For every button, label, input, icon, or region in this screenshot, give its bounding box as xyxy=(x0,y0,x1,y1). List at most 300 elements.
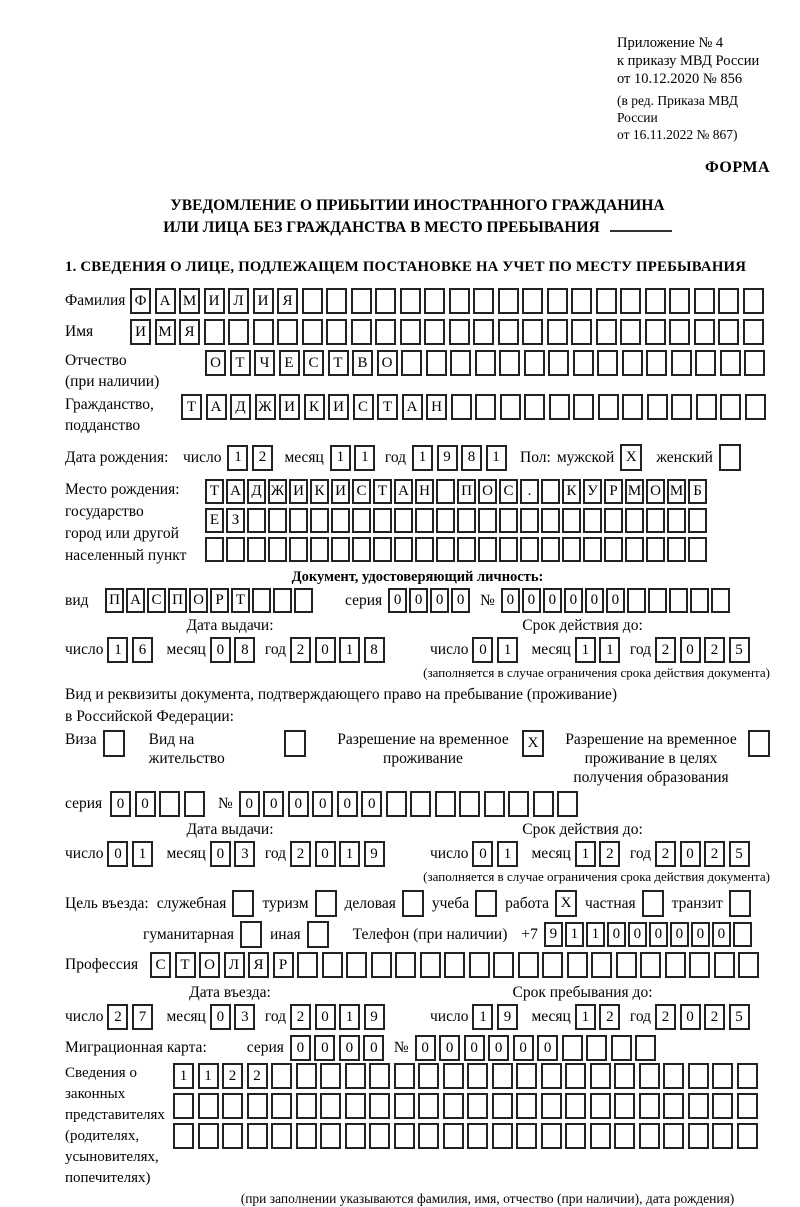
char-cell[interactable]: 0 xyxy=(464,1035,485,1061)
char-cell[interactable] xyxy=(688,1093,709,1119)
char-cell[interactable] xyxy=(688,1123,709,1149)
char-cell[interactable]: 0 xyxy=(472,841,493,867)
char-cell[interactable] xyxy=(541,537,560,562)
char-cell[interactable] xyxy=(320,1093,341,1119)
char-cell[interactable]: 2 xyxy=(704,841,725,867)
char-cell[interactable] xyxy=(159,791,180,817)
char-cell[interactable] xyxy=(591,952,612,978)
char-cell[interactable]: К xyxy=(304,394,325,420)
char-cell[interactable] xyxy=(516,1123,537,1149)
char-cell[interactable]: 0 xyxy=(210,841,231,867)
char-cell[interactable]: 2 xyxy=(655,637,676,663)
char-cell[interactable]: 0 xyxy=(290,1035,311,1061)
purpose-humanitarian-checkbox[interactable] xyxy=(240,921,262,948)
char-cell[interactable] xyxy=(296,1123,317,1149)
char-cell[interactable]: 0 xyxy=(388,588,407,613)
char-cell[interactable] xyxy=(533,791,554,817)
char-cell[interactable] xyxy=(400,288,421,314)
char-cell[interactable] xyxy=(415,508,434,533)
char-cell[interactable]: 5 xyxy=(729,841,750,867)
char-cell[interactable]: И xyxy=(331,479,350,504)
char-cell[interactable] xyxy=(516,1063,537,1089)
char-cell[interactable]: И xyxy=(289,479,308,504)
char-cell[interactable]: 0 xyxy=(315,637,336,663)
char-cell[interactable] xyxy=(541,508,560,533)
char-cell[interactable]: 1 xyxy=(339,1004,360,1030)
char-cell[interactable]: И xyxy=(279,394,300,420)
char-cell[interactable]: О xyxy=(377,350,398,376)
char-cell[interactable] xyxy=(622,394,643,420)
char-cell[interactable] xyxy=(322,952,343,978)
char-cell[interactable]: 0 xyxy=(472,637,493,663)
char-cell[interactable] xyxy=(625,537,644,562)
char-cell[interactable] xyxy=(720,394,741,420)
char-cell[interactable]: Я xyxy=(248,952,269,978)
char-cell[interactable] xyxy=(331,537,350,562)
char-cell[interactable]: Д xyxy=(230,394,251,420)
char-cell[interactable] xyxy=(352,508,371,533)
char-cell[interactable]: 0 xyxy=(522,588,541,613)
char-cell[interactable] xyxy=(520,537,539,562)
char-cell[interactable] xyxy=(345,1123,366,1149)
char-cell[interactable]: А xyxy=(226,479,245,504)
char-cell[interactable] xyxy=(289,537,308,562)
char-cell[interactable]: С xyxy=(352,479,371,504)
char-cell[interactable] xyxy=(737,1063,758,1089)
char-cell[interactable]: 2 xyxy=(290,1004,311,1030)
char-cell[interactable]: 8 xyxy=(364,637,385,663)
char-cell[interactable] xyxy=(744,350,765,376)
char-cell[interactable] xyxy=(302,319,323,345)
char-cell[interactable] xyxy=(198,1093,219,1119)
char-cell[interactable]: 0 xyxy=(607,922,626,947)
char-cell[interactable] xyxy=(500,394,521,420)
char-cell[interactable] xyxy=(469,952,490,978)
char-cell[interactable]: 1 xyxy=(173,1063,194,1089)
char-cell[interactable] xyxy=(688,1063,709,1089)
char-cell[interactable]: 8 xyxy=(234,637,255,663)
char-cell[interactable] xyxy=(351,319,372,345)
char-cell[interactable] xyxy=(331,508,350,533)
char-cell[interactable] xyxy=(394,1063,415,1089)
char-cell[interactable] xyxy=(444,952,465,978)
char-cell[interactable]: 9 xyxy=(437,445,458,471)
char-cell[interactable] xyxy=(222,1123,243,1149)
char-cell[interactable]: А xyxy=(402,394,423,420)
char-cell[interactable]: 0 xyxy=(339,1035,360,1061)
char-cell[interactable] xyxy=(443,1093,464,1119)
char-cell[interactable] xyxy=(516,1093,537,1119)
char-cell[interactable]: И xyxy=(328,394,349,420)
char-cell[interactable] xyxy=(492,1123,513,1149)
char-cell[interactable]: 2 xyxy=(655,1004,676,1030)
char-cell[interactable]: Н xyxy=(426,394,447,420)
char-cell[interactable]: Т xyxy=(181,394,202,420)
option-visa-checkbox[interactable] xyxy=(103,730,125,757)
char-cell[interactable]: Ч xyxy=(254,350,275,376)
char-cell[interactable] xyxy=(541,479,560,504)
char-cell[interactable]: 2 xyxy=(290,637,311,663)
char-cell[interactable] xyxy=(620,319,641,345)
char-cell[interactable]: 1 xyxy=(132,841,153,867)
char-cell[interactable]: А xyxy=(394,479,413,504)
char-cell[interactable] xyxy=(565,1093,586,1119)
char-cell[interactable]: 0 xyxy=(415,1035,436,1061)
char-cell[interactable] xyxy=(648,588,667,613)
char-cell[interactable]: 9 xyxy=(544,922,563,947)
char-cell[interactable] xyxy=(524,350,545,376)
char-cell[interactable] xyxy=(346,952,367,978)
char-cell[interactable]: 0 xyxy=(135,791,156,817)
char-cell[interactable] xyxy=(596,319,617,345)
char-cell[interactable]: 2 xyxy=(222,1063,243,1089)
char-cell[interactable] xyxy=(294,588,313,613)
char-cell[interactable]: П xyxy=(105,588,124,613)
char-cell[interactable]: 6 xyxy=(132,637,153,663)
char-cell[interactable] xyxy=(253,319,274,345)
char-cell[interactable] xyxy=(694,288,715,314)
char-cell[interactable]: Т xyxy=(377,394,398,420)
char-cell[interactable] xyxy=(541,1123,562,1149)
char-cell[interactable] xyxy=(492,1063,513,1089)
purpose-private-checkbox[interactable] xyxy=(642,890,664,917)
char-cell[interactable] xyxy=(345,1093,366,1119)
char-cell[interactable]: 1 xyxy=(198,1063,219,1089)
char-cell[interactable] xyxy=(714,952,735,978)
char-cell[interactable] xyxy=(271,1093,292,1119)
char-cell[interactable]: Т xyxy=(373,479,392,504)
char-cell[interactable]: 1 xyxy=(339,637,360,663)
char-cell[interactable]: О xyxy=(478,479,497,504)
char-cell[interactable] xyxy=(665,952,686,978)
char-cell[interactable]: Ф xyxy=(130,288,151,314)
char-cell[interactable] xyxy=(173,1093,194,1119)
char-cell[interactable]: 0 xyxy=(409,588,428,613)
char-cell[interactable]: С xyxy=(303,350,324,376)
char-cell[interactable] xyxy=(473,319,494,345)
sex-female-checkbox[interactable] xyxy=(719,444,741,471)
char-cell[interactable]: С xyxy=(353,394,374,420)
char-cell[interactable] xyxy=(415,537,434,562)
char-cell[interactable] xyxy=(562,537,581,562)
char-cell[interactable] xyxy=(733,922,752,947)
char-cell[interactable] xyxy=(268,537,287,562)
char-cell[interactable]: А xyxy=(206,394,227,420)
char-cell[interactable] xyxy=(627,588,646,613)
char-cell[interactable] xyxy=(639,1063,660,1089)
char-cell[interactable] xyxy=(639,1093,660,1119)
char-cell[interactable] xyxy=(394,508,413,533)
char-cell[interactable] xyxy=(547,288,568,314)
char-cell[interactable]: 0 xyxy=(680,841,701,867)
char-cell[interactable]: 1 xyxy=(412,445,433,471)
purpose-transit-checkbox[interactable] xyxy=(729,890,751,917)
char-cell[interactable]: Т xyxy=(328,350,349,376)
char-cell[interactable] xyxy=(373,537,392,562)
char-cell[interactable]: С xyxy=(499,479,518,504)
char-cell[interactable] xyxy=(625,508,644,533)
char-cell[interactable]: А xyxy=(126,588,145,613)
char-cell[interactable] xyxy=(173,1123,194,1149)
char-cell[interactable] xyxy=(640,952,661,978)
char-cell[interactable]: 2 xyxy=(290,841,311,867)
char-cell[interactable]: Ж xyxy=(268,479,287,504)
char-cell[interactable] xyxy=(690,588,709,613)
char-cell[interactable] xyxy=(711,588,730,613)
char-cell[interactable] xyxy=(450,350,471,376)
purpose-work-checkbox[interactable]: X xyxy=(555,890,577,917)
char-cell[interactable]: 0 xyxy=(451,588,470,613)
char-cell[interactable] xyxy=(247,1093,268,1119)
char-cell[interactable] xyxy=(518,952,539,978)
char-cell[interactable]: П xyxy=(457,479,476,504)
char-cell[interactable]: 2 xyxy=(247,1063,268,1089)
char-cell[interactable] xyxy=(522,319,543,345)
char-cell[interactable]: О xyxy=(646,479,665,504)
char-cell[interactable] xyxy=(571,288,592,314)
char-cell[interactable] xyxy=(369,1123,390,1149)
char-cell[interactable]: 0 xyxy=(337,791,358,817)
char-cell[interactable]: 0 xyxy=(315,841,336,867)
char-cell[interactable] xyxy=(743,288,764,314)
char-cell[interactable] xyxy=(271,1063,292,1089)
char-cell[interactable]: О xyxy=(189,588,208,613)
char-cell[interactable] xyxy=(671,350,692,376)
char-cell[interactable] xyxy=(737,1123,758,1149)
char-cell[interactable]: 1 xyxy=(107,637,128,663)
char-cell[interactable] xyxy=(689,952,710,978)
char-cell[interactable] xyxy=(688,508,707,533)
char-cell[interactable] xyxy=(583,508,602,533)
char-cell[interactable]: 1 xyxy=(599,637,620,663)
char-cell[interactable] xyxy=(712,1063,733,1089)
char-cell[interactable] xyxy=(375,319,396,345)
char-cell[interactable] xyxy=(320,1123,341,1149)
char-cell[interactable]: О xyxy=(199,952,220,978)
char-cell[interactable]: 0 xyxy=(239,791,260,817)
char-cell[interactable] xyxy=(635,1035,656,1061)
char-cell[interactable]: 0 xyxy=(670,922,689,947)
char-cell[interactable] xyxy=(557,791,578,817)
char-cell[interactable] xyxy=(645,319,666,345)
char-cell[interactable] xyxy=(499,350,520,376)
char-cell[interactable] xyxy=(590,1063,611,1089)
char-cell[interactable] xyxy=(646,508,665,533)
char-cell[interactable]: К xyxy=(310,479,329,504)
char-cell[interactable] xyxy=(449,319,470,345)
char-cell[interactable] xyxy=(616,952,637,978)
char-cell[interactable] xyxy=(326,288,347,314)
char-cell[interactable]: Т xyxy=(175,952,196,978)
char-cell[interactable] xyxy=(499,508,518,533)
char-cell[interactable]: 0 xyxy=(210,637,231,663)
char-cell[interactable]: 0 xyxy=(439,1035,460,1061)
sex-male-checkbox[interactable]: X xyxy=(620,444,642,471)
char-cell[interactable]: 0 xyxy=(315,1004,336,1030)
char-cell[interactable]: 0 xyxy=(680,1004,701,1030)
char-cell[interactable] xyxy=(247,1123,268,1149)
char-cell[interactable]: 1 xyxy=(227,445,248,471)
char-cell[interactable] xyxy=(647,394,668,420)
char-cell[interactable] xyxy=(669,288,690,314)
char-cell[interactable] xyxy=(426,350,447,376)
char-cell[interactable]: Н xyxy=(415,479,434,504)
char-cell[interactable]: 1 xyxy=(486,445,507,471)
char-cell[interactable]: 7 xyxy=(132,1004,153,1030)
char-cell[interactable] xyxy=(449,288,470,314)
char-cell[interactable] xyxy=(204,319,225,345)
char-cell[interactable] xyxy=(596,288,617,314)
char-cell[interactable]: М xyxy=(625,479,644,504)
char-cell[interactable]: О xyxy=(205,350,226,376)
char-cell[interactable]: 2 xyxy=(599,1004,620,1030)
char-cell[interactable] xyxy=(436,537,455,562)
char-cell[interactable] xyxy=(614,1063,635,1089)
char-cell[interactable] xyxy=(645,288,666,314)
char-cell[interactable] xyxy=(567,952,588,978)
char-cell[interactable] xyxy=(228,319,249,345)
char-cell[interactable]: 0 xyxy=(263,791,284,817)
char-cell[interactable]: 0 xyxy=(361,791,382,817)
char-cell[interactable] xyxy=(326,319,347,345)
char-cell[interactable] xyxy=(542,952,563,978)
char-cell[interactable] xyxy=(351,288,372,314)
char-cell[interactable] xyxy=(435,791,456,817)
char-cell[interactable]: 1 xyxy=(497,637,518,663)
char-cell[interactable] xyxy=(222,1093,243,1119)
char-cell[interactable] xyxy=(375,288,396,314)
char-cell[interactable] xyxy=(614,1123,635,1149)
char-cell[interactable]: 0 xyxy=(430,588,449,613)
char-cell[interactable] xyxy=(459,791,480,817)
char-cell[interactable]: 2 xyxy=(107,1004,128,1030)
char-cell[interactable] xyxy=(565,1063,586,1089)
char-cell[interactable] xyxy=(271,1123,292,1149)
char-cell[interactable]: М xyxy=(667,479,686,504)
char-cell[interactable] xyxy=(475,394,496,420)
char-cell[interactable] xyxy=(562,508,581,533)
char-cell[interactable]: 1 xyxy=(497,841,518,867)
char-cell[interactable]: 1 xyxy=(472,1004,493,1030)
char-cell[interactable] xyxy=(252,588,271,613)
char-cell[interactable]: М xyxy=(179,288,200,314)
char-cell[interactable] xyxy=(598,394,619,420)
char-cell[interactable] xyxy=(583,537,602,562)
purpose-tourism-checkbox[interactable] xyxy=(315,890,337,917)
char-cell[interactable] xyxy=(694,319,715,345)
char-cell[interactable]: 5 xyxy=(729,637,750,663)
char-cell[interactable] xyxy=(451,394,472,420)
char-cell[interactable] xyxy=(639,1123,660,1149)
char-cell[interactable]: 0 xyxy=(501,588,520,613)
char-cell[interactable] xyxy=(369,1093,390,1119)
char-cell[interactable] xyxy=(549,394,570,420)
char-cell[interactable]: М xyxy=(155,319,176,345)
char-cell[interactable] xyxy=(410,791,431,817)
char-cell[interactable]: В xyxy=(352,350,373,376)
char-cell[interactable]: 2 xyxy=(599,841,620,867)
char-cell[interactable] xyxy=(718,288,739,314)
char-cell[interactable]: 2 xyxy=(655,841,676,867)
char-cell[interactable] xyxy=(611,1035,632,1061)
char-cell[interactable]: 2 xyxy=(704,637,725,663)
char-cell[interactable] xyxy=(467,1063,488,1089)
char-cell[interactable] xyxy=(565,1123,586,1149)
char-cell[interactable] xyxy=(597,350,618,376)
char-cell[interactable] xyxy=(394,537,413,562)
char-cell[interactable] xyxy=(394,1093,415,1119)
char-cell[interactable] xyxy=(436,508,455,533)
char-cell[interactable] xyxy=(718,319,739,345)
char-cell[interactable] xyxy=(373,508,392,533)
char-cell[interactable] xyxy=(522,288,543,314)
char-cell[interactable] xyxy=(547,319,568,345)
char-cell[interactable] xyxy=(296,1063,317,1089)
char-cell[interactable] xyxy=(395,952,416,978)
char-cell[interactable]: Я xyxy=(179,319,200,345)
char-cell[interactable]: И xyxy=(204,288,225,314)
purpose-other-checkbox[interactable] xyxy=(307,921,329,948)
char-cell[interactable]: 0 xyxy=(110,791,131,817)
char-cell[interactable]: 0 xyxy=(691,922,710,947)
char-cell[interactable] xyxy=(646,350,667,376)
char-cell[interactable] xyxy=(296,1093,317,1119)
char-cell[interactable] xyxy=(688,537,707,562)
purpose-study-checkbox[interactable] xyxy=(475,890,497,917)
char-cell[interactable] xyxy=(671,394,692,420)
char-cell[interactable] xyxy=(524,394,545,420)
char-cell[interactable] xyxy=(418,1093,439,1119)
char-cell[interactable] xyxy=(268,508,287,533)
char-cell[interactable]: 0 xyxy=(680,637,701,663)
char-cell[interactable] xyxy=(743,319,764,345)
char-cell[interactable]: 0 xyxy=(312,791,333,817)
char-cell[interactable] xyxy=(247,508,266,533)
char-cell[interactable] xyxy=(622,350,643,376)
char-cell[interactable]: Ж xyxy=(255,394,276,420)
char-cell[interactable]: П xyxy=(168,588,187,613)
char-cell[interactable] xyxy=(345,1063,366,1089)
char-cell[interactable]: 0 xyxy=(628,922,647,947)
char-cell[interactable] xyxy=(226,537,245,562)
char-cell[interactable]: Р xyxy=(210,588,229,613)
char-cell[interactable] xyxy=(604,508,623,533)
char-cell[interactable] xyxy=(352,537,371,562)
char-cell[interactable] xyxy=(443,1123,464,1149)
char-cell[interactable] xyxy=(418,1063,439,1089)
char-cell[interactable]: Л xyxy=(228,288,249,314)
char-cell[interactable] xyxy=(478,537,497,562)
char-cell[interactable] xyxy=(492,1093,513,1119)
char-cell[interactable] xyxy=(394,1123,415,1149)
char-cell[interactable] xyxy=(720,350,741,376)
char-cell[interactable]: 3 xyxy=(234,841,255,867)
char-cell[interactable] xyxy=(418,1123,439,1149)
char-cell[interactable]: 0 xyxy=(712,922,731,947)
char-cell[interactable]: 2 xyxy=(704,1004,725,1030)
char-cell[interactable]: С xyxy=(150,952,171,978)
char-cell[interactable] xyxy=(205,537,224,562)
char-cell[interactable]: И xyxy=(253,288,274,314)
char-cell[interactable] xyxy=(371,952,392,978)
char-cell[interactable] xyxy=(184,791,205,817)
char-cell[interactable]: 1 xyxy=(575,637,596,663)
char-cell[interactable] xyxy=(667,508,686,533)
char-cell[interactable] xyxy=(484,791,505,817)
char-cell[interactable] xyxy=(498,319,519,345)
char-cell[interactable] xyxy=(663,1093,684,1119)
char-cell[interactable] xyxy=(473,288,494,314)
